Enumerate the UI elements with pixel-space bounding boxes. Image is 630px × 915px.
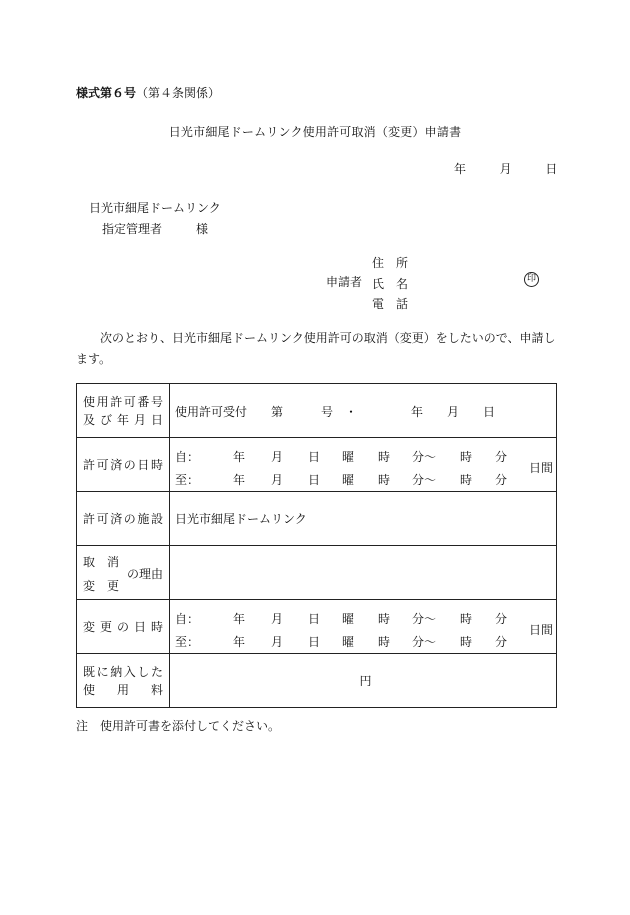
label-change-datetime: 変更の日時: [77, 600, 170, 654]
from-label: 自：: [175, 449, 200, 464]
change-from-month: 月: [271, 611, 284, 626]
change-to-hour2: 時: [460, 634, 473, 649]
to-hour: 時: [378, 472, 391, 487]
change-from-year: 年: [233, 611, 246, 626]
change-from-day: 日: [308, 611, 321, 626]
label-cancel: 取 消: [83, 555, 120, 569]
change-to-hour: 時: [378, 634, 391, 649]
honorific: 様: [196, 222, 209, 236]
paid-fee-field[interactable]: [170, 654, 557, 708]
change-from-hour2: 時: [460, 611, 473, 626]
permit-month: 月: [447, 404, 460, 419]
change-to-year: 年: [233, 634, 246, 649]
label-permitted-datetime: 許可済の日時: [77, 438, 170, 492]
permitted-datetime-field[interactable]: [170, 438, 557, 492]
from-minute2: 分: [495, 449, 508, 464]
applicant-fields: [372, 253, 408, 315]
seal-icon: 印: [524, 272, 539, 287]
form-number: [76, 84, 220, 101]
change-from-minute: 分〜: [412, 611, 437, 626]
label-permitted-facility: 許可済の施設: [77, 492, 170, 546]
from-weekday: 曜: [342, 449, 355, 464]
permit-dai: 第: [271, 404, 284, 419]
change-to-month: 月: [271, 634, 284, 649]
permit-dot: ・: [345, 404, 358, 419]
manager-label: 指定管理者: [102, 222, 163, 236]
permit-year: 年: [411, 404, 424, 419]
date-year-field[interactable]: 年: [454, 162, 467, 176]
from-month: 月: [271, 449, 284, 464]
change-to-label: 至：: [175, 634, 200, 649]
addressee-facility: 日光市細尾ドームリンク: [89, 201, 221, 215]
date-line: [454, 160, 557, 177]
to-weekday: 曜: [342, 472, 355, 487]
document-title: 日光市細尾ドームリンク使用許可取消（変更）申請書: [168, 125, 462, 139]
to-label: 至：: [175, 472, 200, 487]
to-month: 月: [271, 472, 284, 487]
date-day-field[interactable]: 日: [545, 162, 558, 176]
row-permitted-facility: [77, 492, 557, 546]
applicant-address-field[interactable]: 住 所: [372, 256, 409, 270]
permit-number-field[interactable]: [170, 384, 557, 438]
permit-go: 号: [321, 404, 334, 419]
to-hour2: 時: [460, 472, 473, 487]
applicant-phone-field[interactable]: 電 話: [372, 297, 409, 311]
currency-yen: 円: [359, 674, 372, 688]
change-to-minute2: 分: [495, 634, 508, 649]
from-year: 年: [233, 449, 246, 464]
to-minute: 分〜: [412, 472, 437, 487]
label-permit-number: 使用許可番号 及び年月日: [77, 384, 170, 438]
footnote: 注 使用許可書を添付してください。: [76, 719, 281, 733]
change-days-span: 日間: [529, 622, 554, 637]
from-hour2: 時: [460, 449, 473, 464]
label-change: 変 更: [83, 579, 120, 593]
reason-field[interactable]: [170, 546, 557, 600]
row-change-datetime: [77, 600, 557, 654]
to-minute2: 分: [495, 472, 508, 487]
addressee-manager: [102, 220, 208, 237]
applicant-label: 申請者: [326, 275, 363, 289]
row-permitted-datetime: [77, 438, 557, 492]
to-year: 年: [233, 472, 246, 487]
permit-prefix: 使用許可受付: [175, 404, 248, 419]
application-table: [76, 383, 557, 708]
permit-day: 日: [483, 404, 496, 419]
days-span: 日間: [529, 460, 554, 475]
label-reason-suffix: の理由: [127, 567, 164, 581]
from-hour: 時: [378, 449, 391, 464]
change-to-day: 日: [308, 634, 321, 649]
change-from-label: 自：: [175, 611, 200, 626]
from-day: 日: [308, 449, 321, 464]
form-number-main: 様式第６号: [76, 86, 137, 100]
to-day: 日: [308, 472, 321, 487]
from-minute: 分〜: [412, 449, 437, 464]
permitted-facility-field[interactable]: 日光市細尾ドームリンク: [170, 492, 557, 546]
row-permit-number: [77, 384, 557, 438]
label-paid-fee: 既に納入した 使用料: [77, 654, 170, 708]
label-reason: [77, 546, 170, 600]
form-relation: （第４条関係）: [136, 86, 221, 100]
date-month-field[interactable]: 月: [499, 162, 512, 176]
change-from-weekday: 曜: [342, 611, 355, 626]
change-to-weekday: 曜: [342, 634, 355, 649]
row-paid-fee: [77, 654, 557, 708]
row-reason: [77, 546, 557, 600]
body-paragraph: 次のとおり、日光市細尾ドームリンク使用許可の取消（変更）をしたいので、申請します。: [76, 331, 556, 366]
change-datetime-field[interactable]: [170, 600, 557, 654]
change-from-hour: 時: [378, 611, 391, 626]
change-to-minute: 分〜: [412, 634, 437, 649]
change-from-minute2: 分: [495, 611, 508, 626]
applicant-name-field[interactable]: 氏 名: [372, 276, 409, 291]
